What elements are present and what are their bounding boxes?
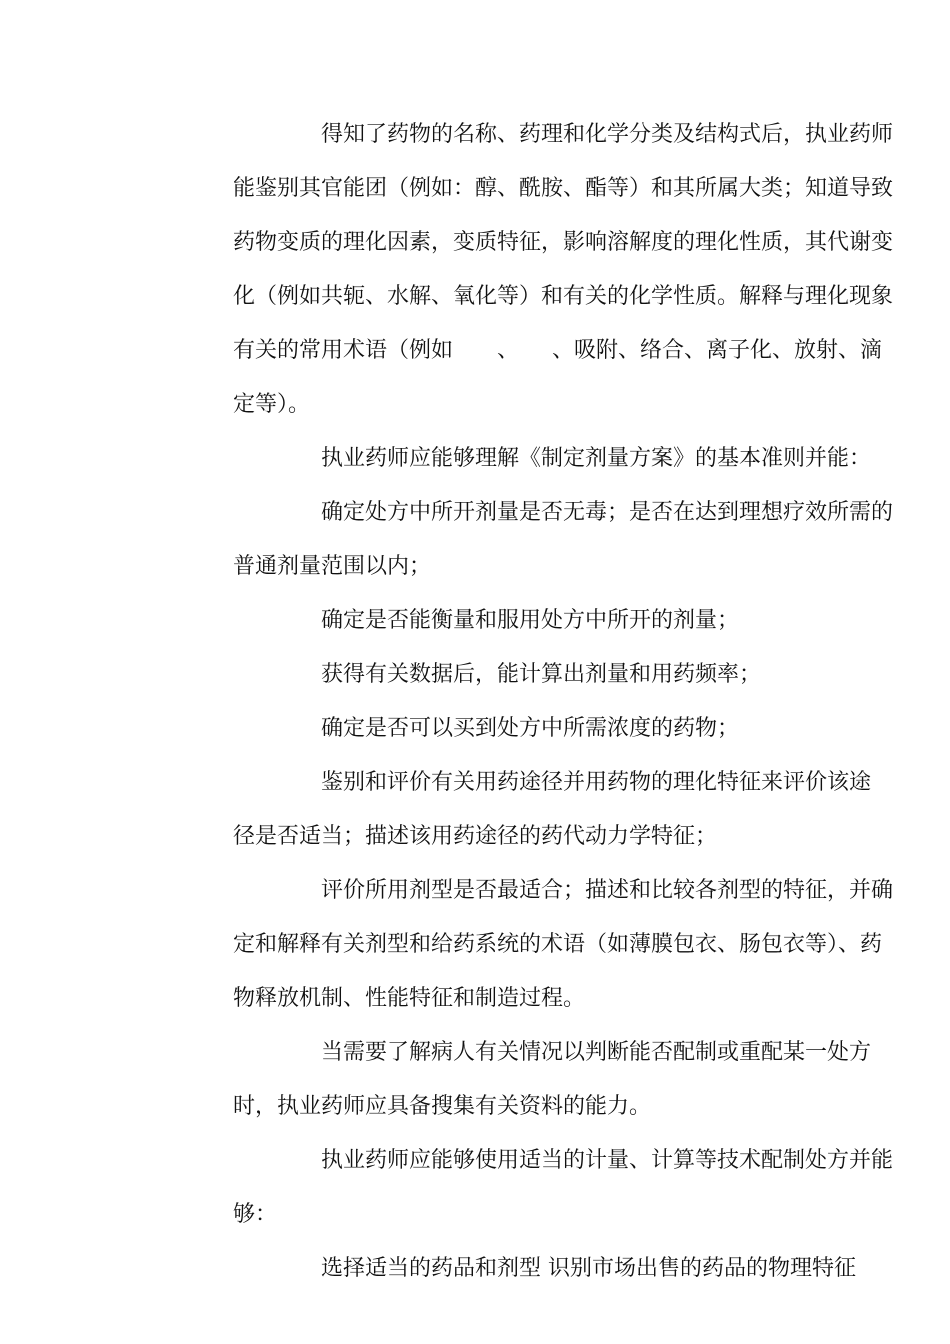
text-line: 确定处方中所开剂量是否无毒；是否在达到理想疗效所需的 [321, 500, 894, 525]
paragraph-1 [145, 108, 894, 432]
text-line: 得知了药物的名称、药理和化学分类及结构式后，执业药师 [321, 122, 894, 147]
paragraph-9 [145, 1026, 872, 1134]
paragraph-5 [145, 648, 810, 702]
text-line: 够： [233, 1202, 278, 1227]
text-line: 药物变质的理化因素，变质特征，影响溶解度的理化性质，其代谢变 [233, 230, 894, 255]
paragraph-2 [145, 432, 872, 486]
text-line: 定和解释有关剂型和给药系统的术语（如薄膜包衣、肠包衣等）、药 [233, 932, 883, 957]
text-line: 化（例如共轭、水解、氧化等）和有关的化学性质。解释与理化现象 [233, 284, 894, 309]
text-line: 时，执业药师应具备搜集有关资料的能力。 [233, 1094, 652, 1119]
text-line: 确定是否能衡量和服用处方中所开的剂量； [321, 608, 740, 633]
text-line: 径是否适当；描述该用药途径的药代动力学特征； [233, 824, 718, 849]
document-body [145, 108, 894, 1296]
text-line: 定等）。 [233, 392, 311, 417]
text-line: 评价所用剂型是否最适合；描述和比较各剂型的特征，并确 [321, 878, 894, 903]
paragraph-11 [145, 1242, 856, 1296]
text-line: 执业药师应能够使用适当的计量、计算等技术配制处方并能 [321, 1148, 894, 1173]
paragraph-4 [145, 594, 810, 648]
text-line: 获得有关数据后，能计算出剂量和用药频率； [321, 662, 762, 687]
text-line: 普通剂量范围以内； [233, 554, 432, 579]
text-line: 选择适当的药品和剂型 识别市场出售的药品的物理特征 [321, 1256, 856, 1281]
paragraph-7 [145, 756, 872, 864]
text-line: 鉴别和评价有关用药途径并用药物的理化特征来评价该途 [321, 770, 872, 795]
paragraph-3 [145, 486, 894, 594]
text-line: 当需要了解病人有关情况以判断能否配制或重配某一处方 [321, 1040, 872, 1065]
paragraph-10 [145, 1134, 894, 1242]
paragraph-8 [145, 864, 894, 1026]
text-line: 能鉴别其官能团（例如：醇、酰胺、酯等）和其所属大类；知道导致 [233, 176, 894, 201]
text-line: 执业药师应能够理解《制定剂量方案》的基本准则并能： [321, 446, 872, 471]
paragraph-6 [145, 702, 810, 756]
text-line: 确定是否可以买到处方中所需浓度的药物； [321, 716, 740, 741]
text-line: 物释放机制、性能特征和制造过程。 [233, 986, 586, 1011]
text-line: 有关的常用术语（例如 、 、吸附、络合、离子化、放射、滴 [233, 338, 883, 363]
